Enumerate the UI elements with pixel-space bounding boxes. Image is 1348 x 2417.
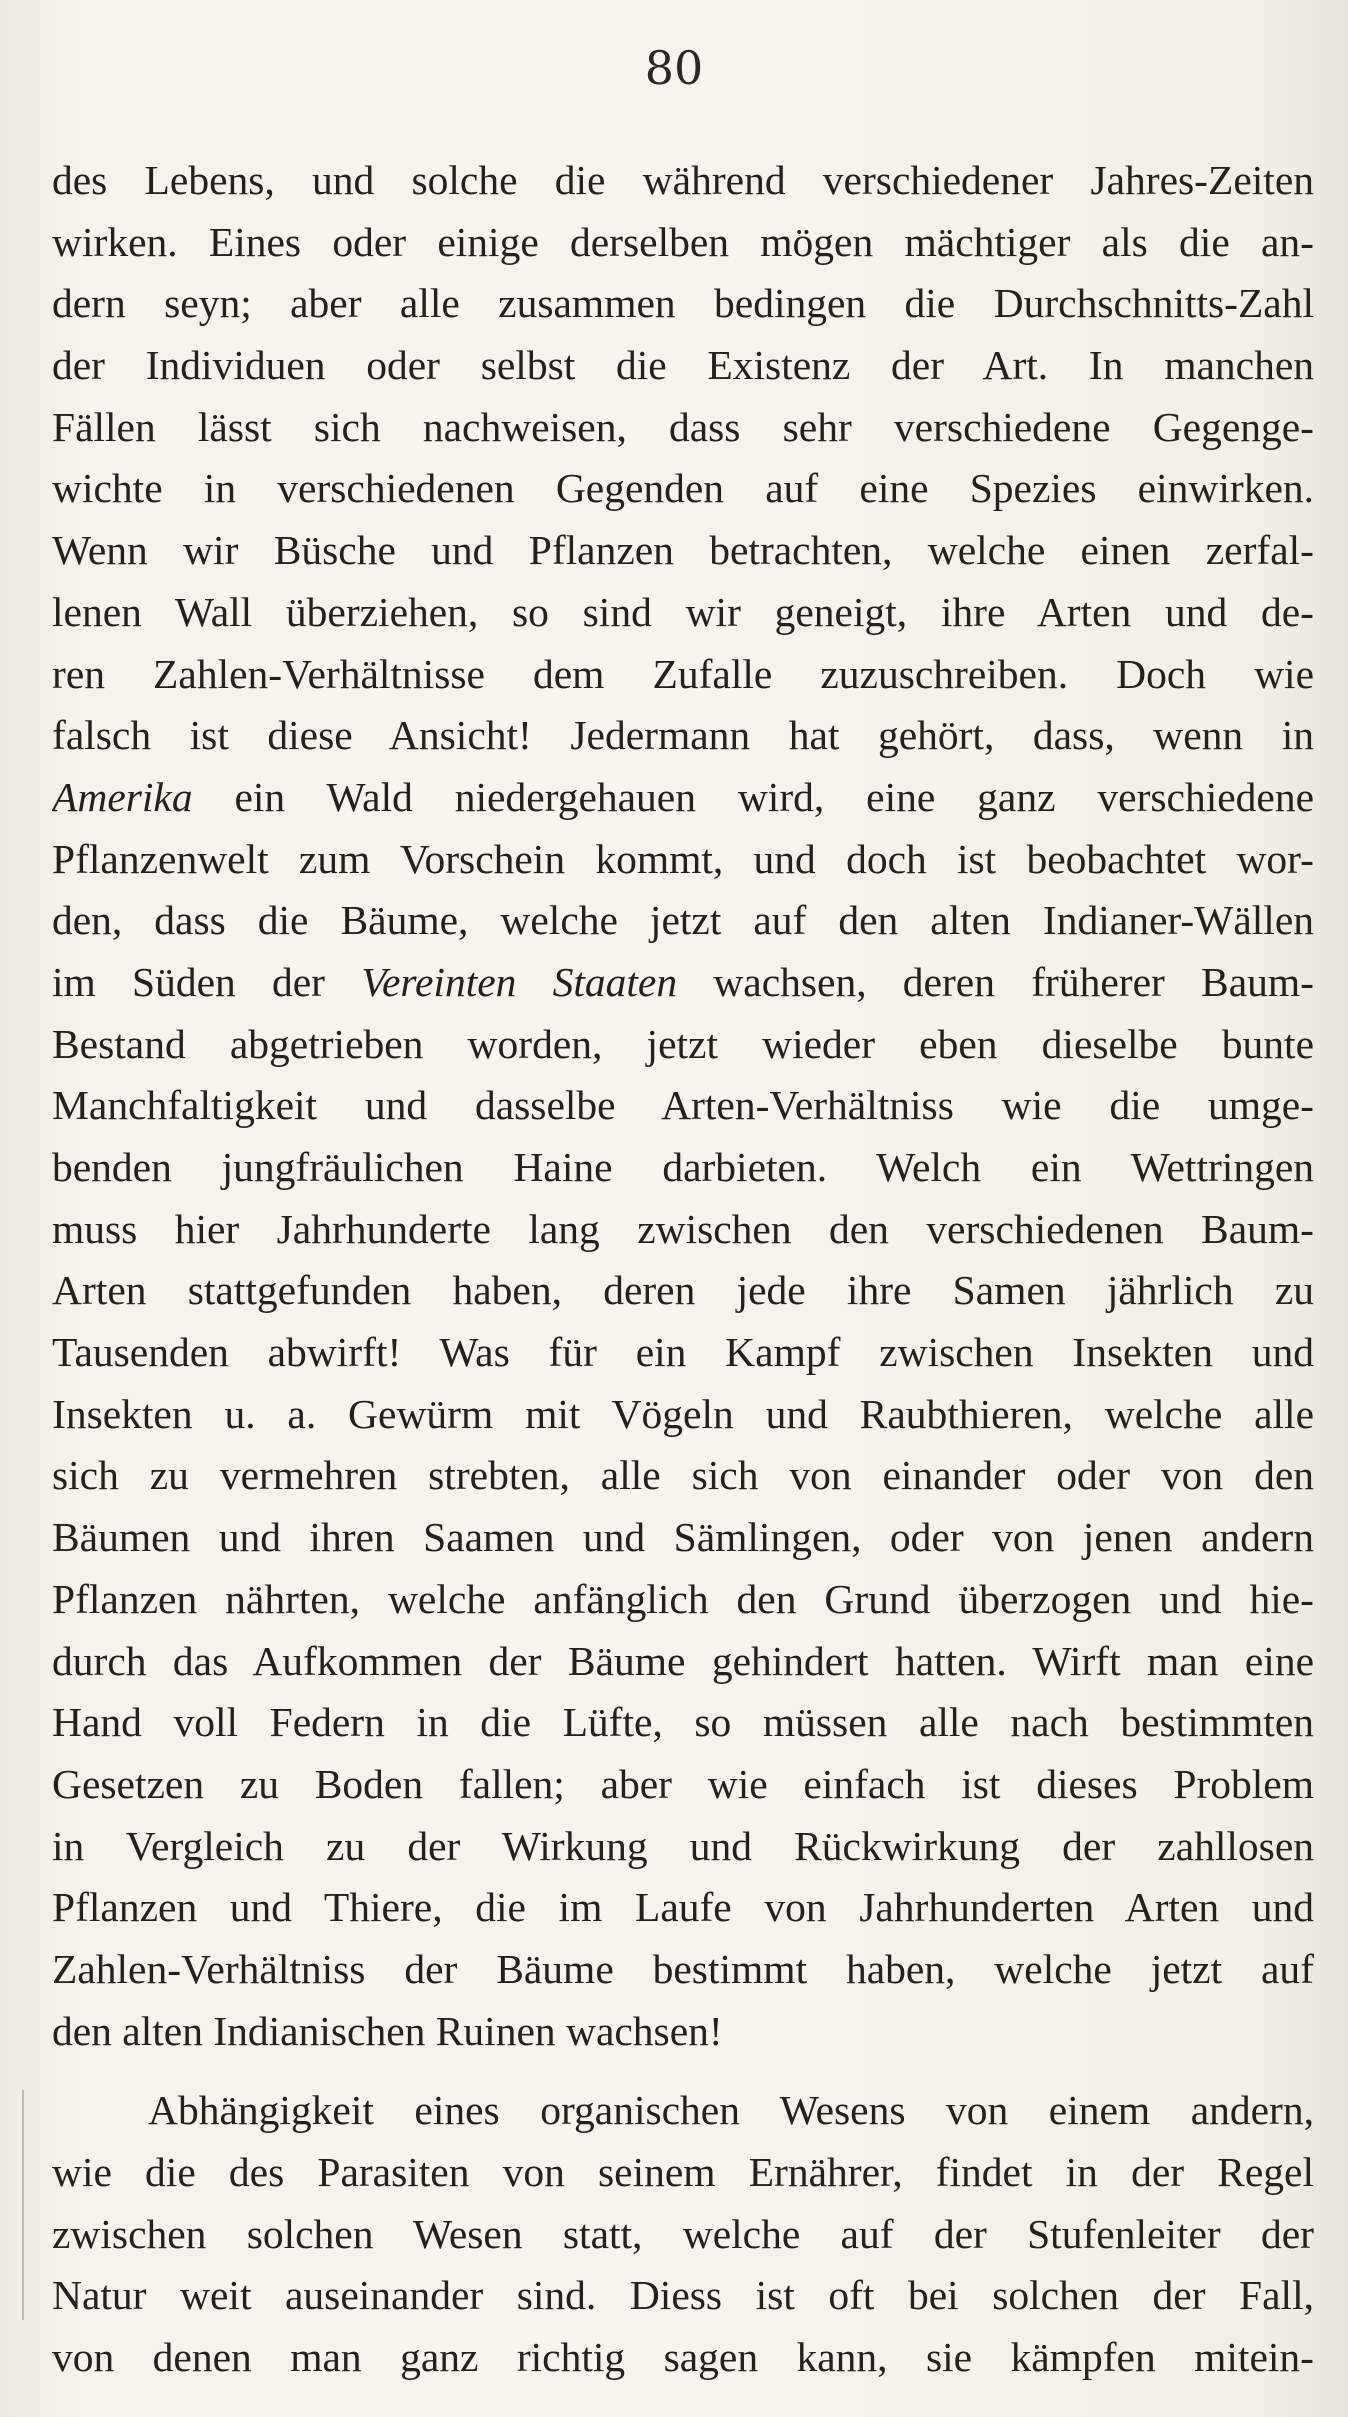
paragraph-gap — [52, 2062, 1314, 2080]
text-line: ren Zahlen-Verhältnisse dem Zufalle zuzuschreiben. Doch wie — [52, 650, 1314, 697]
text-line: in Vergleich zu der Wirkung und Rückwirkung der zahllosen — [52, 1822, 1314, 1869]
page-number: 80 — [644, 41, 704, 95]
text-line: benden jungfräulichen Haine darbieten. Welch ein Wettringen — [52, 1144, 1314, 1190]
text-line: Arten stattgefunden haben, deren jede ihre Samen jährlich zu — [52, 1267, 1314, 1314]
text-line: wie die des Parasiten von seinem Ernährer, findet in der Regel — [52, 2149, 1314, 2195]
text-line: den alten Indianischen Ruinen wachsen! — [52, 2007, 723, 2054]
text-line: Gesetzen zu Boden fallen; aber wie einfach ist dieses Problem — [52, 1760, 1314, 1807]
text-line: Wenn wir Büsche und Pflanzen betrachten, welche einen zerfal- — [52, 527, 1314, 574]
paragraph-1 — [52, 150, 1314, 2062]
text-line: Bestand abgetrieben worden, jetzt wieder eben dieselbe bunte — [52, 1020, 1314, 1067]
text-line: falsch ist diese Ansicht! Jedermann hat gehört, dass, wenn in — [52, 712, 1314, 759]
text-line: Pflanzenwelt zum Vorschein kommt, und doch ist beobachtet wor- — [52, 835, 1314, 882]
text-line: von denen man ganz richtig sagen kann, sie kämpfen mitein- — [52, 2334, 1314, 2381]
line-rest: ein Wald niedergehauen wird, eine ganz verschiedene — [192, 773, 1314, 820]
text-line — [52, 767, 1314, 829]
text-line: Pflanzen nährten, welche anfänglich den Grund überzogen und hie- — [52, 1575, 1314, 1622]
body-text — [52, 150, 1314, 2389]
text-line: wirken. Eines oder einige derselben mögen mächtiger als die an- — [52, 218, 1314, 265]
paragraph-2 — [52, 2080, 1314, 2388]
text-line: der Individuen oder selbst die Existenz der Art. In manchen — [52, 342, 1314, 389]
text-line: Insekten u. a. Gewürm mit Vögeln und Raubthieren, welche alle — [52, 1390, 1314, 1437]
text-line: lenen Wall überziehen, so sind wir geneigt, ihre Arten und de- — [52, 588, 1314, 635]
text-line: Hand voll Federn in die Lüfte, so müssen alle nach bestimmten — [52, 1699, 1314, 1746]
text-line: Zahlen-Verhältniss der Bäume bestimmt haben, welche jetzt auf — [52, 1945, 1314, 1992]
text-line: sich zu vermehren strebten, alle sich von einander oder von den — [52, 1452, 1314, 1499]
text-line — [52, 952, 1314, 1014]
text-line: dern seyn; aber alle zusammen bedingen die Durchschnitts-Zahl — [52, 280, 1314, 327]
text-line: Natur weit auseinander sind. Diess ist oft bei solchen der Fall, — [52, 2272, 1314, 2319]
margin-pencil-mark — [22, 2090, 24, 2320]
text-line: Bäumen und ihren Saamen und Sämlingen, oder von jenen andern — [52, 1514, 1314, 1561]
text-line: zwischen solchen Wesen statt, welche auf der Stufenleiter der — [52, 2210, 1314, 2257]
text-line: Manchfaltigkeit und dasselbe Arten-Verhältniss wie die umge- — [52, 1082, 1314, 1129]
line-start: im Süden der — [52, 958, 362, 1005]
text-line: durch das Aufkommen der Bäume gehindert hatten. Wirft man eine — [52, 1637, 1314, 1684]
text-line: wichte in verschiedenen Gegenden auf eine Spezies einwirken. — [52, 465, 1314, 512]
line-rest: wachsen, deren früherer Baum- — [677, 958, 1314, 1005]
text-line: den, dass die Bäume, welche jetzt auf den alten Indianer-Wällen — [52, 897, 1314, 944]
text-line: des Lebens, und solche die während verschiedener Jahres-Zeiten — [52, 157, 1314, 203]
text-line: Abhängigkeit eines organischen Wesens von einem andern, — [148, 2087, 1314, 2134]
text-line: Pflanzen und Thiere, die im Laufe von Jahrhunderten Arten und — [52, 1884, 1314, 1931]
italic-place-name: Vereinten Staaten — [361, 958, 678, 1005]
text-line: Tausenden abwirft! Was für ein Kampf zwischen Insekten und — [52, 1329, 1314, 1376]
text-line: muss hier Jahrhunderte lang zwischen den verschiedenen Baum- — [52, 1205, 1314, 1252]
text-line: Fällen lässt sich nachweisen, dass sehr verschiedene Gegenge- — [52, 403, 1314, 450]
italic-place-name: Amerika — [52, 773, 193, 820]
